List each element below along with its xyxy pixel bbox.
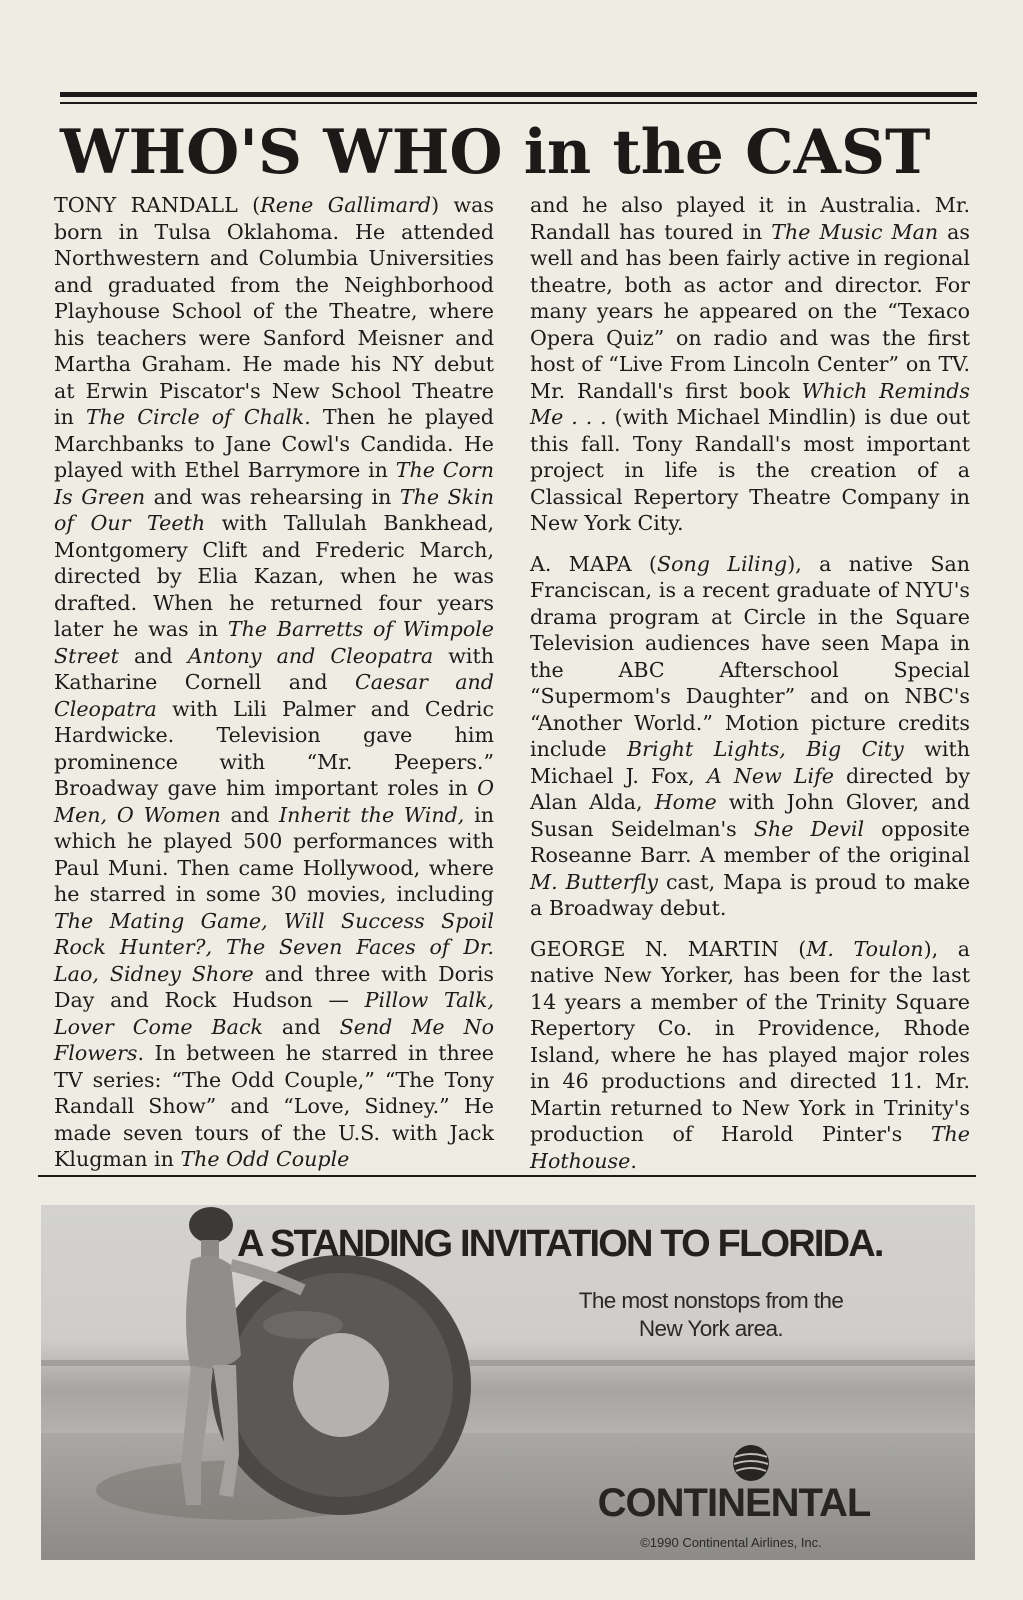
bio-text: TONY RANDALL ( [54, 193, 261, 217]
bio-text: (with Michael Mindlin) is due out this fall. Tony Randall's most important project in life is the creation of a Classical Repertory Theatre Company in New York City. [530, 405, 970, 535]
bio-text: and three with Doris Day and Rock Hudson — [54, 961, 494, 1012]
italic-title: M. Toulon [806, 936, 924, 961]
bio-text: and he also played it in Australia. Mr. Randall has toured in [530, 193, 970, 244]
italic-title: Antony and Cleopatra [187, 643, 434, 668]
bio-text: with Katharine Cornell and [54, 643, 494, 694]
bio-text: in which he played 500 performances with Paul Muni. Then came Hollywood, where he starred in some 30 movies, including [54, 802, 494, 906]
ad-subline: The most nonstops from the New York area. [578, 1288, 844, 1341]
italic-title: The Odd Couple [180, 1147, 350, 1171]
italic-title: The Circle of Chalk [85, 405, 305, 429]
italic-title: The Hothouse [530, 1122, 970, 1173]
italic-title: Which Reminds Me . . . [530, 378, 970, 429]
section-divider [38, 1175, 976, 1177]
bio-text: as well and has been fairly active in regional theatre, both as actor and director. For many years he appeared on the “Texaco Opera Quiz” on radio and was the first host of “Live From Lincoln Center” on TV. Mr. Randall's first book [530, 219, 970, 403]
italic-title: Bright Lights, Big City [627, 737, 904, 761]
italic-title: The Corn Is Green [54, 458, 494, 509]
bio-martin [530, 936, 970, 1175]
italic-title: M. Butterfly [530, 869, 658, 894]
ad-headline: A STANDING INVITATION TO FLORIDA. [237, 1223, 883, 1265]
bio-text: . In between he starred in three TV series: “The Odd Couple,” “The Tony Randall Show” and “Love, Sidney.” He made seven tours of the U.S. with Jack Klugman in [54, 1041, 494, 1171]
bio-text: and [262, 1014, 340, 1039]
bio-text: with Tallulah Bankhead, Montgomery Clift and Frederic March, directed by Elia Kazan, when he was drafted. When he returned four years later he was in [54, 511, 495, 641]
ad-copyright: ©1990 Continental Airlines, Inc. [640, 1535, 822, 1550]
bio-text: with Lili Palmer and Cedric Hardwicke. Television gave him prominence with “Mr. Peepers.” Broadway gave him important roles in [54, 696, 494, 800]
right-column [530, 192, 970, 1188]
bio-text: with John Glover, and Susan Seidelman's [530, 790, 970, 841]
italic-title: The Barretts of Wimpole Street [54, 617, 494, 668]
bio-text: . Then he played Marchbanks to Jane Cowl's Candida. He played with Ethel Barrymore in [54, 405, 494, 482]
bio-text: opposite Roseanne Barr. A member of the original [530, 816, 970, 867]
italic-title: The Mating Game, Will Success Spoil Rock Hunter?, The Seven Faces of Dr. Lao, Sidney Shore [54, 908, 494, 986]
continental-advertisement [41, 1205, 975, 1560]
header-rule-thick [60, 92, 977, 97]
bio-text: ), a native San Franciscan, is a recent graduate of NYU's drama program at Circle in the Square Television audiences have seen Mapa in the ABC Afterschool Special “Supermom's Daughter” and on NBC's “Another World.” Motion picture credits include [530, 551, 971, 761]
bio-text: directed by Alan Alda, [530, 763, 970, 814]
bio-text: ) was born in Tulsa Oklahoma. He attended Northwestern and Columbia Universities and graduated from the Neighborhood Playhouse School of the Theatre, where his teachers were Sanford Meisner and Martha Graham. He made his NY debut at Erwin Piscator's New School Theatre in [54, 193, 494, 429]
bio-text: and [118, 643, 188, 668]
bio-text: with Michael J. Fox, [530, 737, 970, 788]
bio-text: cast, Mapa is proud to make a Broadway debut. [530, 869, 971, 920]
bio-mapa [530, 551, 970, 922]
italic-title: Song Liling [656, 551, 788, 576]
bio-randall-part1 [54, 192, 494, 1173]
italic-title: The Music Man [771, 219, 939, 244]
italic-title: Home [654, 790, 717, 814]
bio-text: ), a native New Yorker, has been for the last 14 years a member of the Trinity Square Repertory Co. in Providence, Rhode Island, where he has played major roles in 46 productions and directed 11. Mr. Martin returned to New York in Trinity's production of Harold Pinter's [530, 936, 970, 1146]
italic-title: She Devil [753, 816, 865, 841]
bio-text: A. MAPA ( [530, 551, 657, 576]
continental-globe-icon [731, 1443, 771, 1483]
bio-text: GEORGE N. MARTIN ( [530, 936, 807, 961]
bio-randall-part2 [530, 192, 970, 537]
italic-title: Pillow Talk, Lover Come Back [54, 988, 494, 1039]
italic-title: Caesar and Cleopatra [54, 670, 494, 721]
page-title: WHO'S WHO in the CAST [60, 117, 931, 188]
italic-title: O Men, O Women [54, 776, 494, 827]
bio-text: . [630, 1148, 637, 1173]
italic-title: Inherit the Wind, [279, 802, 465, 827]
bio-text: and [220, 802, 280, 827]
bio-text: and was rehearsing in [145, 484, 400, 509]
left-column [54, 192, 494, 1187]
italic-title: A New Life [706, 763, 834, 788]
ad-brand-name: CONTINENTAL [597, 1481, 871, 1525]
italic-title: Send Me No Flowers [54, 1014, 494, 1065]
italic-title: Rene Gallimard [260, 193, 432, 217]
italic-title: The Skin of Our Teeth [54, 484, 495, 535]
header-rule-thin [60, 102, 977, 104]
